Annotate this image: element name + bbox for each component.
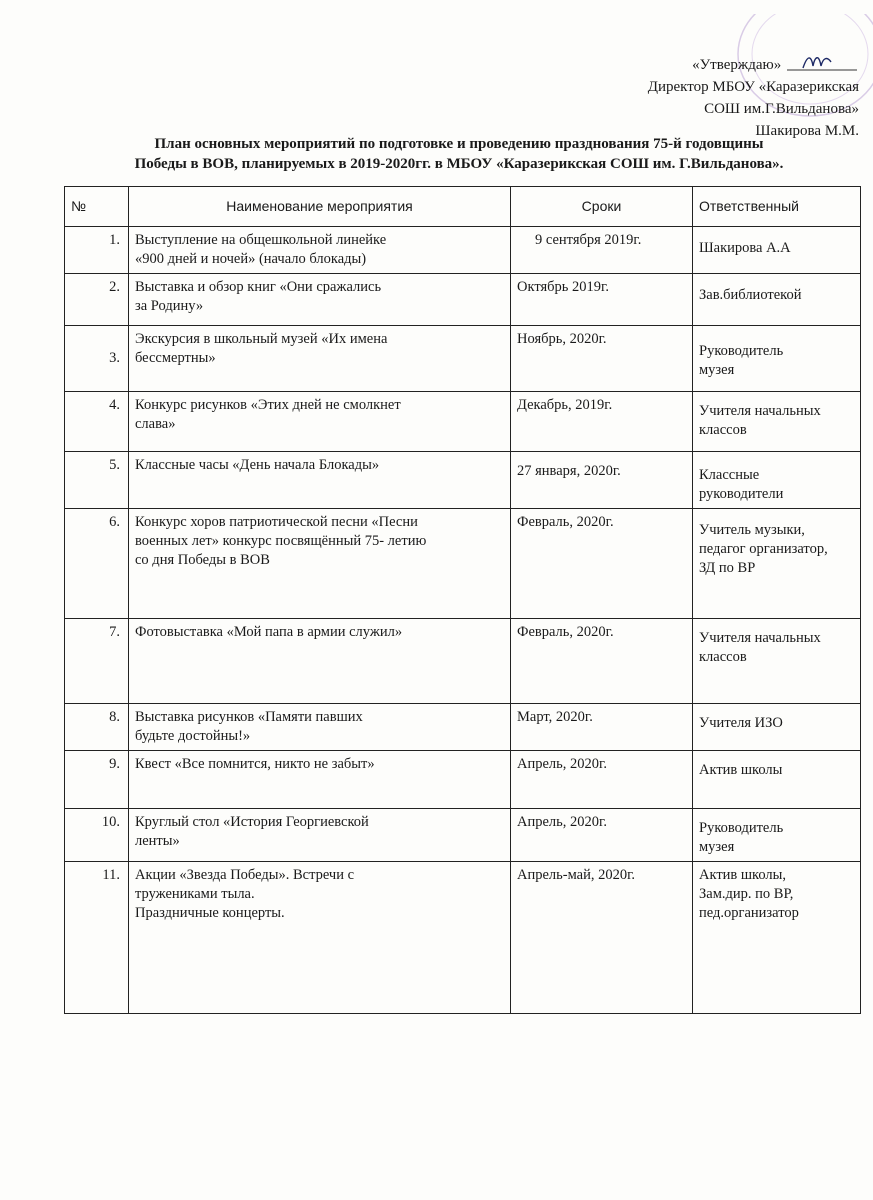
table-row [65,392,861,452]
row-event: Выставка и обзор книг «Они сражались за Родину» [129,274,511,326]
events-table [64,186,861,1014]
row-number: 11. [65,862,129,1014]
table-row [65,509,861,619]
approval-line-1: «Утверждаю» [648,52,859,76]
row-number: 10. [65,809,129,862]
table-row [65,704,861,751]
row-event: Выставка рисунков «Памяти павших будьте достойны!» [129,704,511,751]
approval-line-3: СОШ им.Г.Вильданова» [704,101,859,117]
approval-block [648,52,859,142]
row-number: 7. [65,619,129,704]
table-row [65,862,861,1014]
table-row [65,751,861,809]
row-date: Ноябрь, 2020г. [511,326,693,392]
row-event: Экскурсия в школьный музей «Их имена бессмертны» [129,326,511,392]
title-line-2: Победы в ВОВ, планируемых в 2019-2020гг. в МБОУ «Каразерикская СОШ им. Г.Вильданова». [134,156,784,172]
title-line-1: План основных мероприятий по подготовке и проведению празднования 75-й годовщины [154,136,764,152]
row-responsible: Актив школы [693,751,861,809]
row-number: 2. [65,274,129,326]
row-responsible: Актив школы, Зам.дир. по ВР, пед.организатор [693,862,861,1014]
row-date: Октябрь 2019г. [511,274,693,326]
row-responsible: Классные руководители [693,452,861,509]
row-responsible: Учителя начальных классов [693,392,861,452]
row-date: Апрель-май, 2020г. [511,862,693,1014]
table-row [65,619,861,704]
page-title [64,134,854,174]
table-header-row [65,187,861,227]
table-row [65,452,861,509]
row-event: Круглый стол «История Георгиевской ленты» [129,809,511,862]
row-responsible: Шакирова А.А [693,227,861,274]
row-date: Апрель, 2020г. [511,751,693,809]
row-responsible: Учитель музыки, педагог организатор, ЗД по ВР [693,509,861,619]
table-row [65,326,861,392]
row-date: 27 января, 2020г. [511,452,693,509]
header-date: Сроки [511,187,693,227]
row-date: Декабрь, 2019г. [511,392,693,452]
table-row [65,274,861,326]
row-responsible: Учителя ИЗО [693,704,861,751]
table-row [65,809,861,862]
row-event: Конкурс хоров патриотической песни «Песни военных лет» конкурс посвящённый 75- летию со дня Победы в ВОВ [129,509,511,619]
table-row [65,227,861,274]
header-responsible: Ответственный [693,187,861,227]
row-responsible: Руководитель музея [693,809,861,862]
row-event: Выступление на общешкольной линейке «900 дней и ночей» (начало блокады) [129,227,511,274]
header-number: № [65,187,129,227]
row-event: Акции «Звезда Победы». Встречи с тружениками тыла. Праздничные концерты. [129,862,511,1014]
row-number: 6. [65,509,129,619]
signature [785,52,859,72]
row-responsible: Зав.библиотекой [693,274,861,326]
row-date: 9 сентября 2019г. [511,227,693,274]
row-number: 9. [65,751,129,809]
row-number: 4. [65,392,129,452]
row-event: Классные часы «День начала Блокады» [129,452,511,509]
approval-line-2: Директор МБОУ «Каразерикская [647,79,859,95]
approval-line-4: Шакирова М.М. [755,123,859,139]
row-date: Апрель, 2020г. [511,809,693,862]
row-date: Март, 2020г. [511,704,693,751]
row-number: 3. [65,326,129,392]
row-date: Февраль, 2020г. [511,619,693,704]
row-responsible: Учителя начальных классов [693,619,861,704]
row-event: Квест «Все помнится, никто не забыт» [129,751,511,809]
row-number: 1. [65,227,129,274]
row-date: Февраль, 2020г. [511,509,693,619]
row-responsible: Руководитель музея [693,326,861,392]
header-name: Наименование мероприятия [129,187,511,227]
row-event: Фотовыставка «Мой папа в армии служил» [129,619,511,704]
row-event: Конкурс рисунков «Этих дней не смолкнет слава» [129,392,511,452]
row-number: 5. [65,452,129,509]
row-number: 8. [65,704,129,751]
